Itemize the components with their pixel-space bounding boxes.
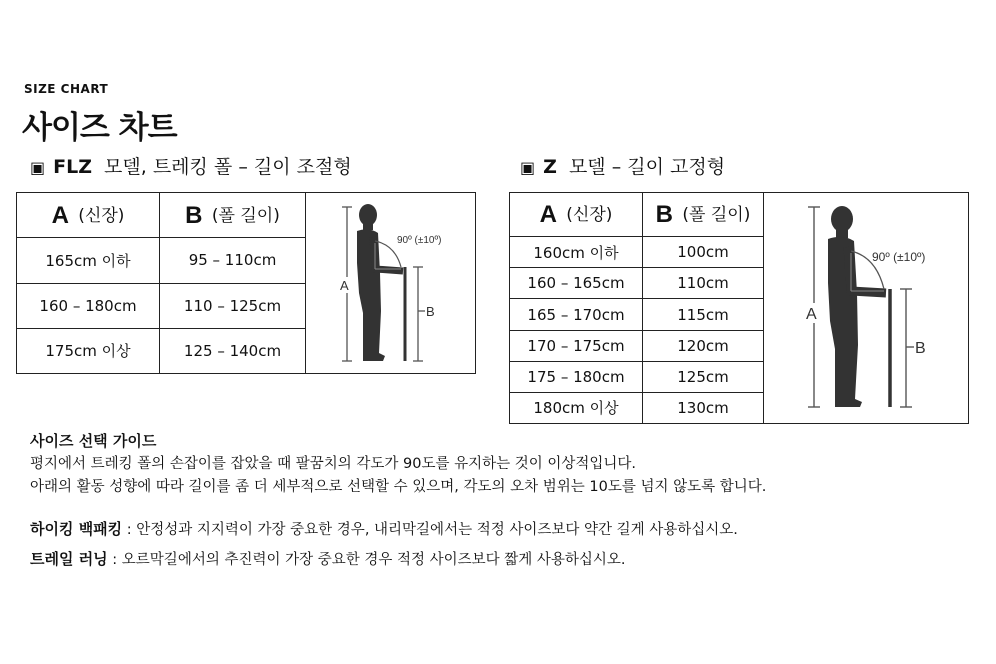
flz-col-height-header: A (신장)	[17, 193, 160, 238]
flz-col-pole-header: B (폴 길이)	[160, 193, 306, 238]
flz-title-text: 모델, 트레킹 폴 – 길이 조절형	[98, 156, 352, 178]
svg-text:B: B	[425, 304, 435, 319]
pole-cell: 125 – 140cm	[160, 328, 306, 373]
height-cell: 175 – 180cm	[510, 361, 643, 392]
pole-cell: 110 – 125cm	[160, 283, 306, 328]
height-cell: 175cm 이상	[17, 328, 160, 373]
posture-figure-icon	[766, 193, 966, 419]
height-cell: 160 – 180cm	[17, 283, 160, 328]
z-title-text: 모델 – 길이 고정형	[562, 156, 726, 178]
checkbox-square-icon: ▣	[30, 158, 46, 177]
pole-cell: 130cm	[643, 392, 764, 423]
pole-cell: 100cm	[643, 237, 764, 268]
checkbox-square-icon: ▣	[520, 158, 536, 177]
pole-cell: 95 – 110cm	[160, 238, 306, 283]
svg-text:B: B	[915, 340, 926, 357]
pole-cell: 115cm	[643, 299, 764, 330]
height-cell: 170 – 175cm	[510, 330, 643, 361]
z-posture-figure	[764, 193, 969, 424]
svg-text:90º (±10º): 90º (±10º)	[396, 235, 441, 246]
eyebrow-title: SIZE CHART	[24, 82, 109, 96]
pole-cell: 110cm	[643, 268, 764, 299]
usage-trail-running: 트레일 러닝 : 오르막길에서의 추진력이 가장 중요한 경우 적정 사이즈보다 짧게 사용하십시오.	[30, 550, 626, 568]
height-cell: 160cm 이하	[510, 237, 643, 268]
usage-notes	[30, 515, 738, 575]
z-model-name: Z	[543, 156, 557, 178]
height-cell: 180cm 이상	[510, 392, 643, 423]
size-guide-line: 평지에서 트레킹 폴의 손잡이를 잡았을 때 팔꿈치의 각도가 90도를 유지하는 것이 이상적입니다.	[30, 456, 637, 472]
z-col-pole-header: B (폴 길이)	[643, 193, 764, 237]
z-size-table	[509, 192, 969, 424]
flz-section-title	[30, 152, 352, 179]
flz-model-name: FLZ	[53, 156, 92, 178]
svg-text:A: A	[806, 306, 817, 323]
z-col-height-header: A (신장)	[510, 193, 643, 237]
size-guide-line: 아래의 활동 성향에 따라 길이를 좀 더 세부적으로 선택할 수 있으며, 각도의 오차 범위는 10도를 넘지 않도록 합니다.	[30, 479, 767, 495]
usage-hiking: 하이킹 백패킹 : 안정성과 지지력이 가장 중요한 경우, 내리막길에서는 적정 사이즈보다 약간 길게 사용하십시오.	[30, 520, 738, 538]
z-section-title	[520, 152, 725, 179]
height-cell: 160 – 165cm	[510, 268, 643, 299]
posture-figure-icon	[307, 193, 475, 369]
pole-cell: 125cm	[643, 361, 764, 392]
size-guide-title: 사이즈 선택 가이드	[30, 432, 157, 450]
svg-text:A: A	[339, 278, 349, 293]
flz-posture-figure	[306, 193, 476, 374]
height-cell: 165 – 170cm	[510, 299, 643, 330]
svg-text:90º (±10º): 90º (±10º)	[872, 250, 926, 264]
size-guide	[30, 430, 766, 499]
page-title: 사이즈 차트	[22, 110, 177, 146]
flz-size-table	[16, 192, 476, 374]
pole-cell: 120cm	[643, 330, 764, 361]
height-cell: 165cm 이하	[17, 238, 160, 283]
